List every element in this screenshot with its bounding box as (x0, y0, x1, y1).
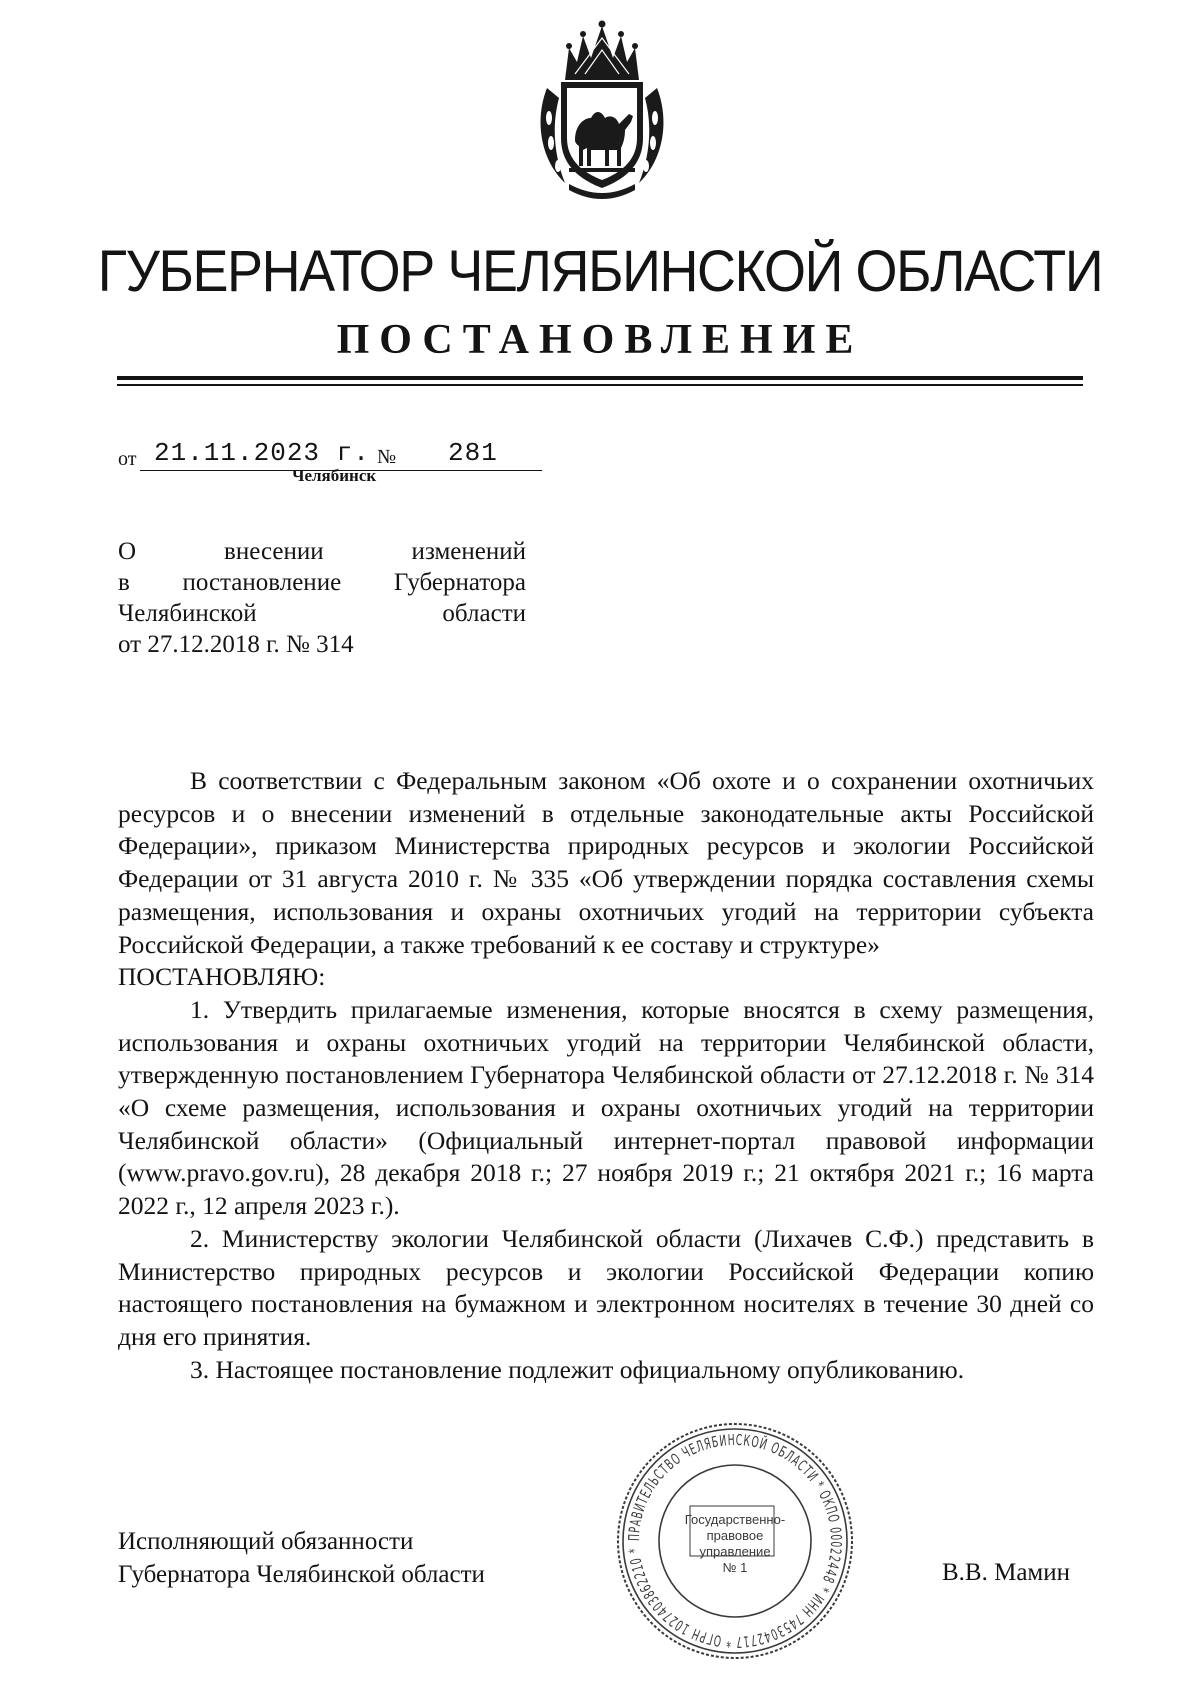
signatory-name: В.В. Мамин (942, 1559, 1071, 1586)
header-divider-thick (117, 376, 1083, 380)
stamp-center-line: управление (699, 1544, 771, 1559)
coat-of-arms-emblem (525, 18, 679, 202)
preamble-paragraph: В соответствии с Федеральным законом «Об охоте и о сохранении охотничьих ресурсов и о внесении изменений в отдельные законодательные акты Российской Федерации», приказом Министерства природных ресурсов и экологии Российской Федерации от 31 августа 2010 г. № 335 «Об утверждении порядка составления схемы размещения, использования и охраны охотничьих угодий на территории субъекта Российской Федерации, а также требований к ее составу и структуре» (118, 766, 1094, 959)
document-body (118, 765, 1094, 1386)
item-paragraph: 1. Утвердить прилагаемые изменения, которые вносятся в схему размещения, использования и охраны охотничьих угодий на территории Челябинской области, утвержденную постановлением Губернатора Челябинской области от 27.12.2018 г. № 314 «О схеме размещения, использования и охраны охотничьих угодий на территории Челябинской области» (Официальный интернет-портал правовой информации (www.pravo.gov.ru), 28 декабря 2018 г.; 27 ноября 2019 г.; 21 октября 2021 г.; 16 марта 2022 г., 12 апреля 2023 г.). (118, 994, 1094, 1221)
document-subject (118, 536, 526, 660)
document-number: 281 (448, 438, 498, 468)
number-underline (406, 470, 542, 471)
position-line: Исполняющий обязанности (118, 1528, 414, 1555)
official-stamp (614, 1420, 856, 1662)
from-label: от (118, 448, 137, 470)
stamp-seal-icon (614, 1420, 856, 1662)
stamp-center-line: Государственно- (684, 1512, 786, 1527)
position-line: Губернатора Челябинской области (118, 1561, 485, 1588)
stamp-center-line: правовое (706, 1528, 764, 1543)
chelyabinsk-coat-of-arms-icon (525, 18, 679, 202)
item-paragraph: 3. Настоящее постановление подлежит официальному опубликованию. (190, 1354, 965, 1384)
document-date: 21.11.2023 г. (154, 438, 370, 468)
subject-line: в постановление Губернатора (118, 569, 526, 596)
number-label: № (377, 446, 397, 468)
resolve-heading: ПОСТАНОВЛЯЮ: (118, 962, 326, 992)
header-divider-thin (117, 384, 1083, 386)
subject-line: от 27.12.2018 г. № 314 (118, 631, 354, 658)
item-paragraph: 2. Министерству экологии Челябинской области (Лихачев С.Ф.) представить в Министерство природных ресурсов и экологии Российской Федерации копию настоящего постановления на бумажном и электронном носителях в течение 30 дней со дня его принятия. (118, 1223, 1094, 1351)
subject-line: О внесении изменений (118, 538, 526, 565)
document-type: ПОСТАНОВЛЕНИЕ (336, 317, 864, 363)
signatory-position (118, 1525, 485, 1591)
city-label: Челябинск (292, 466, 377, 485)
subject-line: Челябинской области (118, 600, 526, 627)
stamp-ring-path: ПРАВИТЕЛЬСТВО ЧЕЛЯБИНСКОЙ ОБЛАСТИ * ОКПО 00022448 * ИНН 7453042717 * ОГРН 1027403862210 * (624, 1430, 846, 1652)
governor-title: ГУБЕРНАТОР ЧЕЛЯБИНСКОЙ ОБЛАСТИ (97, 239, 1103, 304)
stamp-center-line: № 1 (722, 1560, 748, 1575)
